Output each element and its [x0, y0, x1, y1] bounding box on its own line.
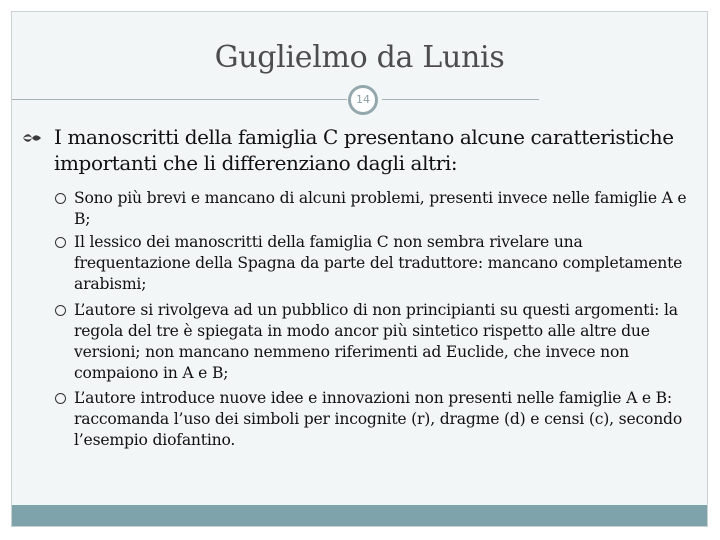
- sub-bullet-text: Sono più brevi e mancano di alcuni problemi, presenti invece nelle famiglie A e B;: [74, 189, 687, 228]
- sub-bullet-text: L’autore introduce nuove idee e innovazioni non presenti nelle famiglie A e B: raccomanda l’uso dei simboli per incognite (r), dragme (d) e censi (c), secondo l’esempio diofantino.: [74, 389, 683, 449]
- slide: [11, 11, 708, 527]
- main-bullet-text: I manoscritti della famiglia C presentano alcune caratteristiche importanti che li differenziano dagli altri:: [54, 125, 674, 175]
- sub-bullet-item: [74, 188, 689, 230]
- circle-bullet-icon: [55, 305, 66, 316]
- circle-bullet-icon: [55, 393, 66, 404]
- main-bullet-point: [54, 124, 694, 176]
- sub-bullet-text: L’autore si rivolgeva ad un pubblico di non principianti su questi argomenti: la regola del tre è spiegata in modo ancor più sintetico rispetto alle altre due versioni; non mancano nemmeno riferimenti ad Euclide, che invece non compaiono in A e B;: [74, 301, 678, 382]
- fleuron-bullet-icon: [22, 130, 42, 144]
- footer-bar: [12, 505, 707, 526]
- title-divider-right: [382, 99, 539, 100]
- page-number-badge: 14: [348, 85, 378, 115]
- sub-bullet-item: [74, 388, 689, 451]
- slide-title: Guglielmo da Lunis: [214, 40, 505, 75]
- sub-bullet-item: [74, 300, 689, 384]
- title-divider-left: [12, 99, 347, 100]
- circle-bullet-icon: [55, 193, 66, 204]
- circle-bullet-icon: [55, 237, 66, 248]
- sub-bullet-item: [74, 232, 689, 295]
- sub-bullet-text: Il lessico dei manoscritti della famiglia C non sembra rivelare una frequentazione della Spagna da parte del traduttore: mancano completamente arabismi;: [74, 233, 683, 293]
